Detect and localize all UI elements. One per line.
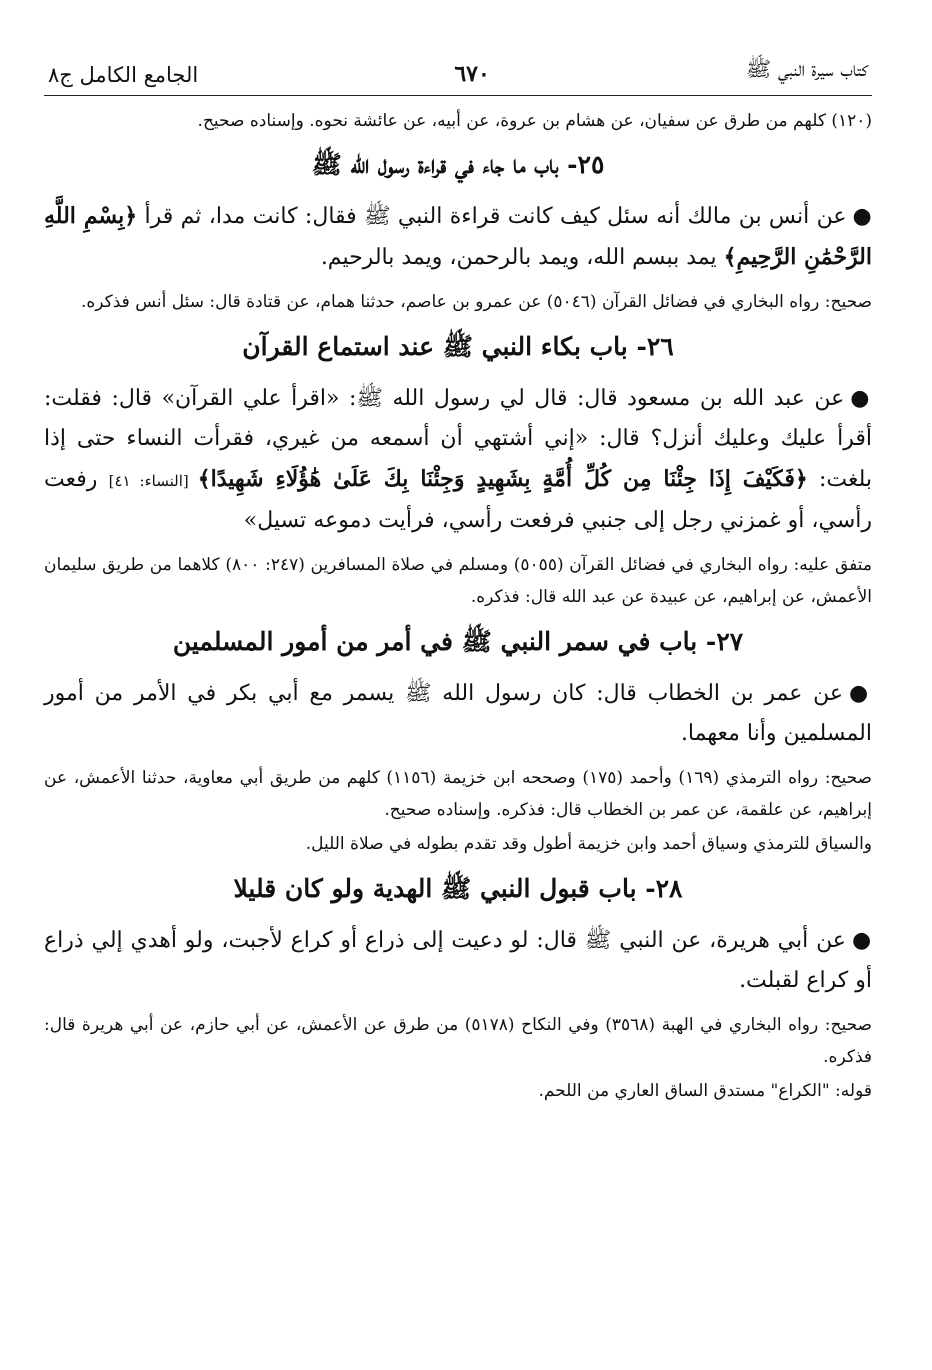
hadith-text [44, 673, 872, 754]
takhrij-note: متفق عليه: رواه البخاري في فضائل القرآن (٥٠٥٥) ومسلم في صلاة المسافرين (٢٤٧: ٨٠٠) كلاهما من طريق سليمان الأعمش، عن إبراهيم، عن عبيدة عن عبد الله قال: فذكره. [44, 555, 872, 607]
chapter-28 [44, 870, 872, 1107]
hadith-text [44, 920, 872, 1001]
page-number: ٦٧٠ [454, 61, 490, 87]
chapter-25 [44, 146, 872, 318]
context-note: والسياق للترمذي وسياق أحمد وابن خزيمة أطول وقد تقدم بطوله في صلاة الليل. [305, 834, 872, 854]
bullet-icon: ● [852, 203, 873, 229]
continued-footnote: (١٢٠) كلهم من طرق عن سفيان، عن هشام بن عروة، عن أبيه، عن عائشة نحوه. وإسناده صحيح. [197, 111, 872, 131]
bullet-icon: ● [850, 385, 872, 411]
chapter-heading: ٢٧- باب في سمر النبي ﷺ في أمر من أمور المسلمين [172, 627, 744, 656]
chapter-27 [44, 623, 872, 860]
hadith-part: عن عمر بن الخطاب قال: كان رسول الله ﷺ يسمر مع أبي بكر في الأمر من أمور المسلمين وأنا معهما. [44, 681, 872, 746]
hadith-part: رفعت رأسي، أو غمزني رجل إلى جنبي فرفعت رأسي، فرأيت دموعه تسيل» [44, 467, 872, 533]
book-title: الجامع الكامل ج٨ [48, 63, 199, 87]
hadith-part: عن أبي هريرة، عن النبي ﷺ قال: لو دعيت إلى ذراع أو كراع لأجبت، ولو أهدي إلي ذراع أو كراع لقبلت. [44, 928, 872, 993]
takhrij-note: صحيح: رواه الترمذي (١٦٩) وأحمد (١٧٥) وصححه ابن خزيمة (١١٥٦) كلهم من طريق أبي معاوية، حدثنا الأعمش، عن إبراهيم، عن علقمة، عن عمر بن الخطاب قال: فذكره. وإسناده صحيح. [44, 768, 872, 820]
verse-reference: [النساء: ٤١] [108, 472, 198, 490]
hadith-part: عن عبد الله بن مسعود قال: قال لي رسول الله ﷺ: «اقرأ علي القرآن» قال: فقلت: أقرأ عليك وعليك أنزل؟ قال: «إني أشتهي أن أسمعه من غيري، فقرأت النساء حتى إذا بلغت: [44, 386, 872, 492]
chapter-heading: ٢٥- باب ما جاء في قراءة رسول الله ﷺ [311, 150, 605, 179]
chapter-heading: ٢٨- باب قبول النبي ﷺ الهدية ولو كان قليلا [233, 874, 683, 903]
bullet-icon: ● [849, 680, 873, 706]
word-explanation: قوله: "الكراع" مستدق الساق العاري من اللحم. [538, 1081, 872, 1101]
hadith-text [44, 378, 872, 541]
hadith-part: عن أنس بن مالك أنه سئل كيف كانت قراءة النبي ﷺ فقال: كانت مدا، ثم قرأ [137, 204, 847, 229]
page-header [44, 52, 872, 96]
bullet-icon: ● [851, 927, 872, 953]
book-section-title: كتاب سيرة النبي ﷺ [745, 57, 868, 81]
quran-verse: ﴿فَكَيْفَ إِذَا جِئْنَا مِن كُلِّ أُمَّةٍ بِشَهِيدٍ وَجِئْنَا بِكَ عَلَىٰ هَٰؤُلَاءِ شَهِيدًا﴾ [197, 466, 808, 492]
quran-verse: ﴿بِسْمِ اللَّهِ الرَّحْمَٰنِ الرَّحِيمِ﴾ [44, 203, 872, 270]
hadith-text [44, 196, 872, 278]
takhrij-note: صحيح: رواه البخاري في فضائل القرآن (٥٠٤٦) عن عمرو بن عاصم، حدثنا همام، عن قتادة قال: سئل أنس فذكره. [80, 292, 872, 312]
chapter-26 [44, 328, 872, 613]
chapter-heading: ٢٦- باب بكاء النبي ﷺ عند استماع القرآن [242, 332, 674, 361]
page-content [44, 96, 872, 1107]
takhrij-note: صحيح: رواه البخاري في الهبة (٣٥٦٨) وفي النكاح (٥١٧٨) من طرق عن الأعمش، عن أبي حازم، عن أبي هريرة قال: فذكره. [44, 1015, 872, 1067]
hadith-part: يمد ببسم الله، ويمد بالرحمن، ويمد بالرحيم. [320, 245, 724, 270]
